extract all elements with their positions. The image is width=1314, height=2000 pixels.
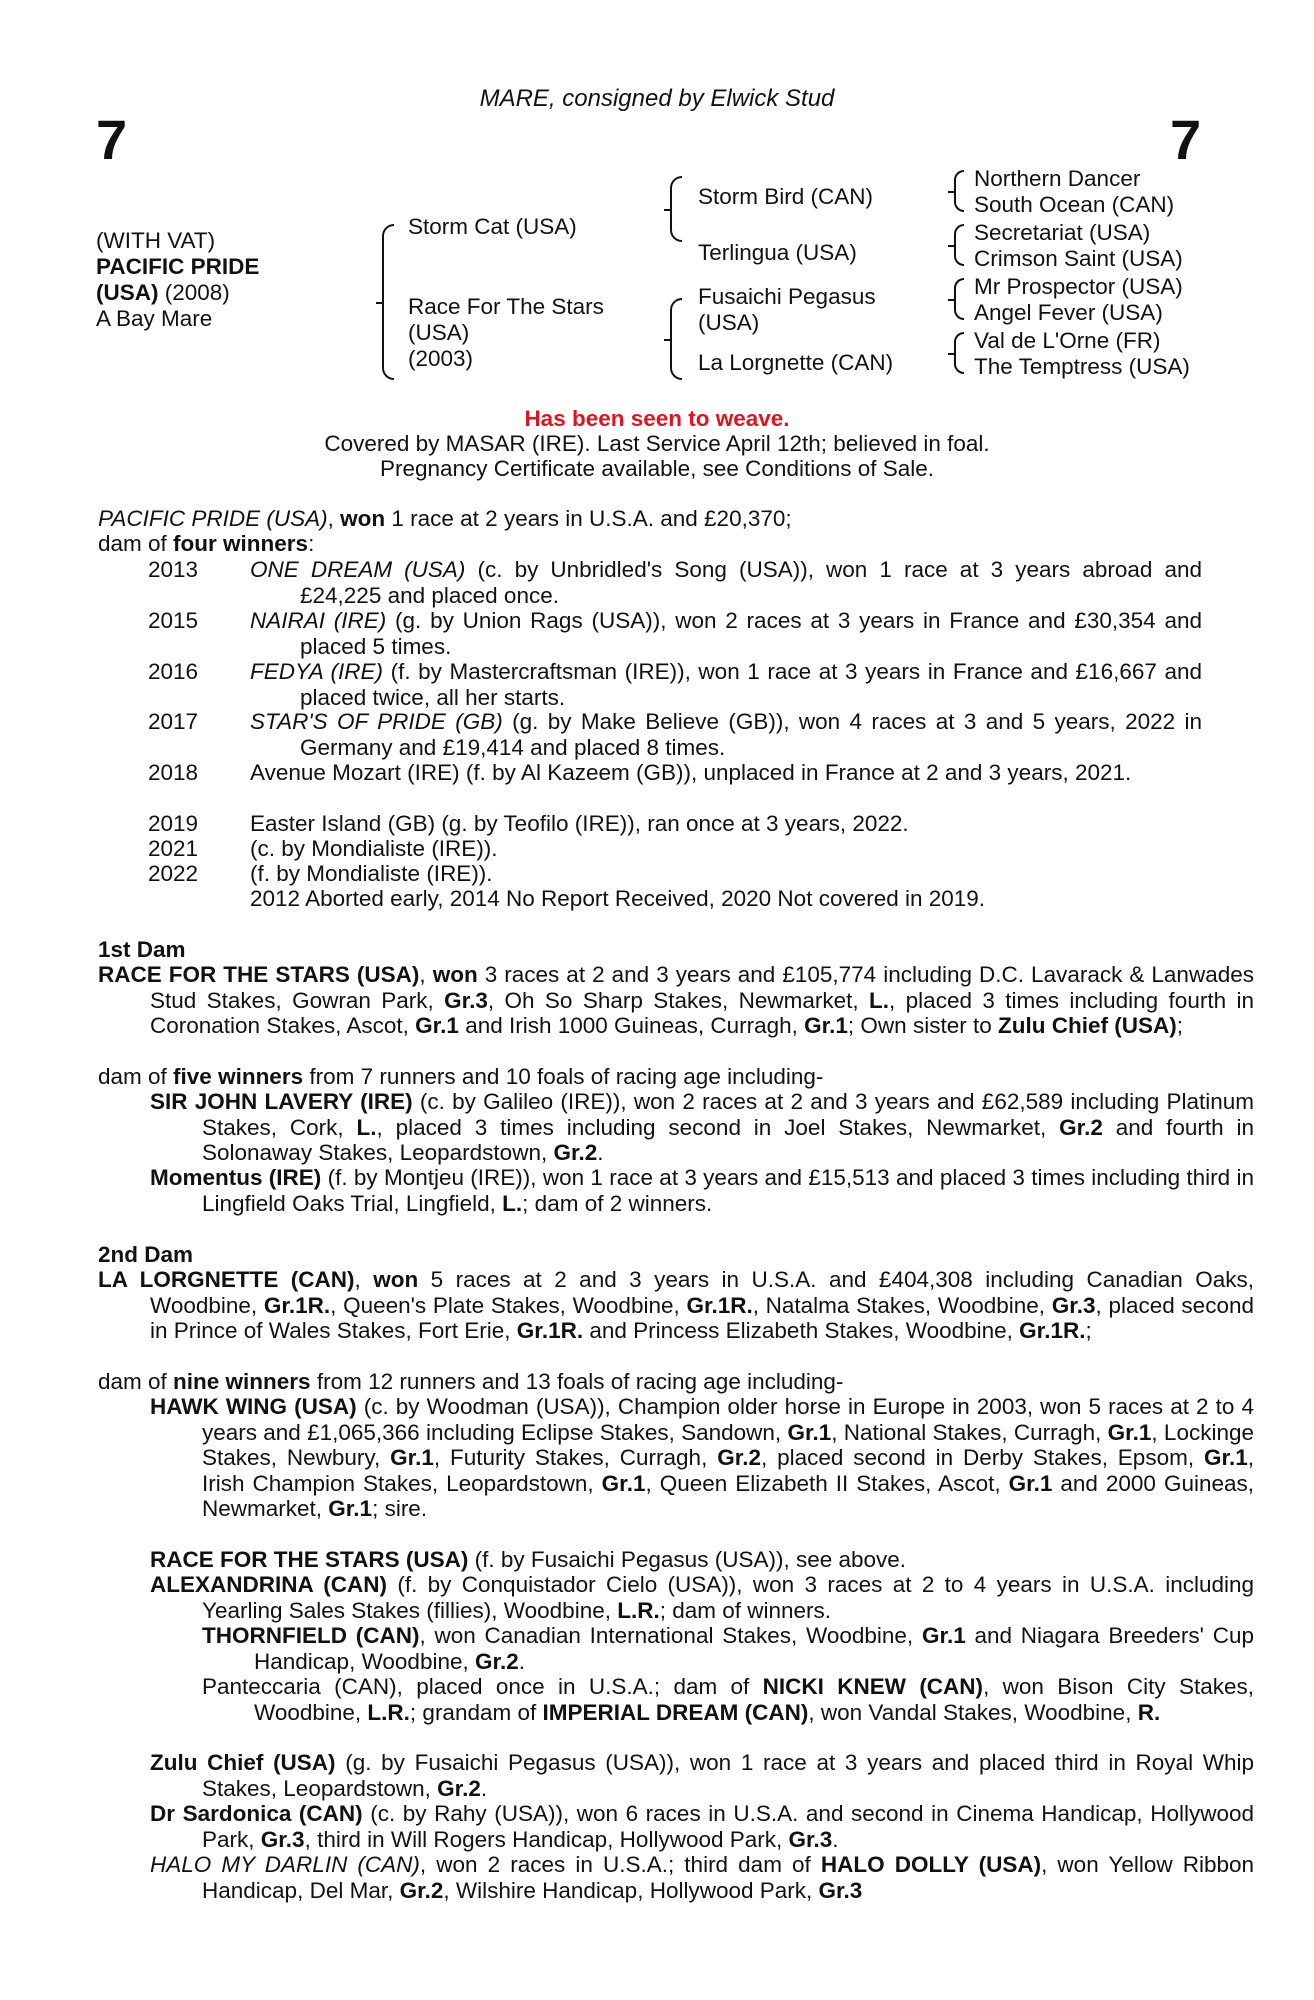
gen4-8: The Temptress (USA) [974,354,1190,379]
sire-dam: Terlingua (USA) [698,240,857,265]
brace-g4-4 [954,332,964,374]
gen4-1: Northern Dancer [974,166,1141,191]
first-dam-record: RACE FOR THE STARS (USA), won 3 races at 2 and 3 years and £105,774 including D.C. Lavarack & Lanwades Stud Stakes, Gowran Park, Gr.3, Oh So Sharp Stakes, Newmarket, L., placed 3 times including fourth in Coronation Stakes, Ascot, Gr.1 and Irish 1000 Guineas, Curragh, Gr.1; Own sister to Zulu Chief (USA); [98,962,1254,1038]
horse-country: (USA) [96,280,159,305]
gen4-2: South Ocean (CAN) [974,192,1175,217]
grandchild-thornfield: THORNFIELD (CAN), won Canadian International Stakes, Woodbine, Gr.1 and Niagara Breeders' Cup Handicap, Woodbine, Gr.2. [202,1623,1254,1674]
weave-warning: Has been seen to weave. [524,406,790,431]
produce-dam-of: dam of four winners: [98,531,315,556]
offspring-zulu-chief: Zulu Chief (USA) (g. by Fusaichi Pegasus (USA)), won 1 race at 3 years and placed third in Royal Whip Stakes, Leopardstown, Gr.2. [150,1750,1254,1801]
sire-sire: Storm Bird (CAN) [698,184,874,209]
second-dam-record: LA LORGNETTE (CAN), won 5 races at 2 and 3 years in U.S.A. and £404,308 including Canadian Oaks, Woodbine, Gr.1R., Queen's Plate Stakes, Woodbine, Gr.1R., Natalma Stakes, Woodbine, Gr.3, placed second in Prince of Wales Stakes, Fort Erie, Gr.1R. and Princess Elizabeth Stakes, Woodbine, Gr.1R.; [98,1267,1254,1343]
brace-g4-2 [954,224,964,266]
brace-gen1 [382,224,394,380]
brace-g4-3 [954,278,964,320]
brace-sire [670,176,682,242]
offspring-alexandrina: ALEXANDRINA (CAN) (f. by Conquistador Cielo (USA)), won 3 races at 2 to 4 years in U.S.A. including Yearling Sales Stakes (fillies), Woodbine, L.R.; dam of winners. [150,1572,1255,1623]
offspring-race-for-the-stars: RACE FOR THE STARS (USA) (f. by Fusaichi Pegasus (USA)), see above. [150,1547,907,1572]
produce-intro: PACIFIC PRIDE (USA), won 1 race at 2 years in U.S.A. and £20,370; [98,506,792,531]
brace-dam [670,298,682,380]
sale-title: MARE, consigned by Elwick Stud [479,85,835,112]
pedigree-table [96,166,1226,400]
gen4-5: Mr Prospector (USA) [974,274,1183,299]
sire-name: Storm Cat (USA) [408,214,577,239]
gen4-4: Crimson Saint (USA) [974,246,1183,271]
horse-name: PACIFIC PRIDE [96,254,260,279]
dam-sire: Fusaichi Pegasus (USA) [698,284,876,335]
gen4-7: Val de L'Orne (FR) [974,328,1161,353]
horse-year: (2008) [164,280,230,305]
pregnancy-note: Pregnancy Certificate available, see Conditions of Sale. [379,456,935,481]
second-dam-dam-of: dam of nine winners from 12 runners and 13 foals of racing age including- [98,1369,844,1394]
offspring-momentus: Momentus (IRE) (f. by Montjeu (IRE)), won 1 race at 3 years and £15,513 and placed 3 times including third in Lingfield Oaks Trial, Lingfield, L.; dam of 2 winners. [150,1165,1254,1216]
covered-note: Covered by MASAR (IRE). Last Service April 12th; believed in foal. [324,431,990,456]
horse-summary [96,228,259,332]
dam-name: Race For The Stars (USA) (2003) [408,294,604,371]
horse-prefix: (WITH VAT) [96,228,216,253]
lot-number-right: 7 [1170,108,1202,171]
second-dam-heading: 2nd Dam [98,1242,194,1267]
grandchild-panteccaria: Panteccaria (CAN), placed once in U.S.A.; dam of NICKI KNEW (CAN), won Bison City Stakes, Woodbine, L.R.; grandam of IMPERIAL DREAM (CAN), won Vandal Stakes, Woodbine, R. [202,1674,1254,1725]
offspring-halo-my-darlin: HALO MY DARLIN (CAN), won 2 races in U.S.A.; third dam of HALO DOLLY (USA), won Yellow Ribbon Handicap, Del Mar, Gr.2, Wilshire Handicap, Hollywood Park, Gr.3 [150,1852,1255,1903]
dam-dam: La Lorgnette (CAN) [698,350,894,375]
first-dam-dam-of: dam of five winners from 7 runners and 10 foals of racing age including- [98,1064,824,1089]
brace-g4-1 [954,170,964,212]
offspring-dr-sardonica: Dr Sardonica (CAN) (c. by Rahy (USA)), won 6 races in U.S.A. and second in Cinema Handicap, Hollywood Park, Gr.3, third in Will Rogers Handicap, Hollywood Park, Gr.3. [150,1801,1254,1852]
gen4-6: Angel Fever (USA) [974,300,1163,325]
offspring-hawk-wing: HAWK WING (USA) (c. by Woodman (USA)), Champion older horse in Europe in 2003, won 5 races at 2 to 4 years and £1,065,366 including Eclipse Stakes, Sandown, Gr.1, National Stakes, Curragh, Gr.1, Lockinge Stakes, Newbury, Gr.1, Futurity Stakes, Curragh, Gr.2, placed second in Derby Stakes, Epsom, Gr.1, Irish Champion Stakes, Leopardstown, Gr.1, Queen Elizabeth II Stakes, Ascot, Gr.1 and 2000 Guineas, Newmarket, Gr.1; sire. [150,1394,1254,1521]
gen4-3: Secretariat (USA) [974,220,1151,245]
horse-desc: A Bay Mare [96,306,213,331]
lot-number-left: 7 [96,108,128,171]
offspring-sir-john-lavery: SIR JOHN LAVERY (IRE) (c. by Galileo (IRE)), won 2 races at 2 and 3 years and £62,589 including Platinum Stakes, Cork, L., placed 3 times including second in Joel Stakes, Newmarket, Gr.2 and fourth in Solonaway Stakes, Leopardstown, Gr.2. [150,1089,1255,1165]
first-dam-heading: 1st Dam [98,937,186,962]
